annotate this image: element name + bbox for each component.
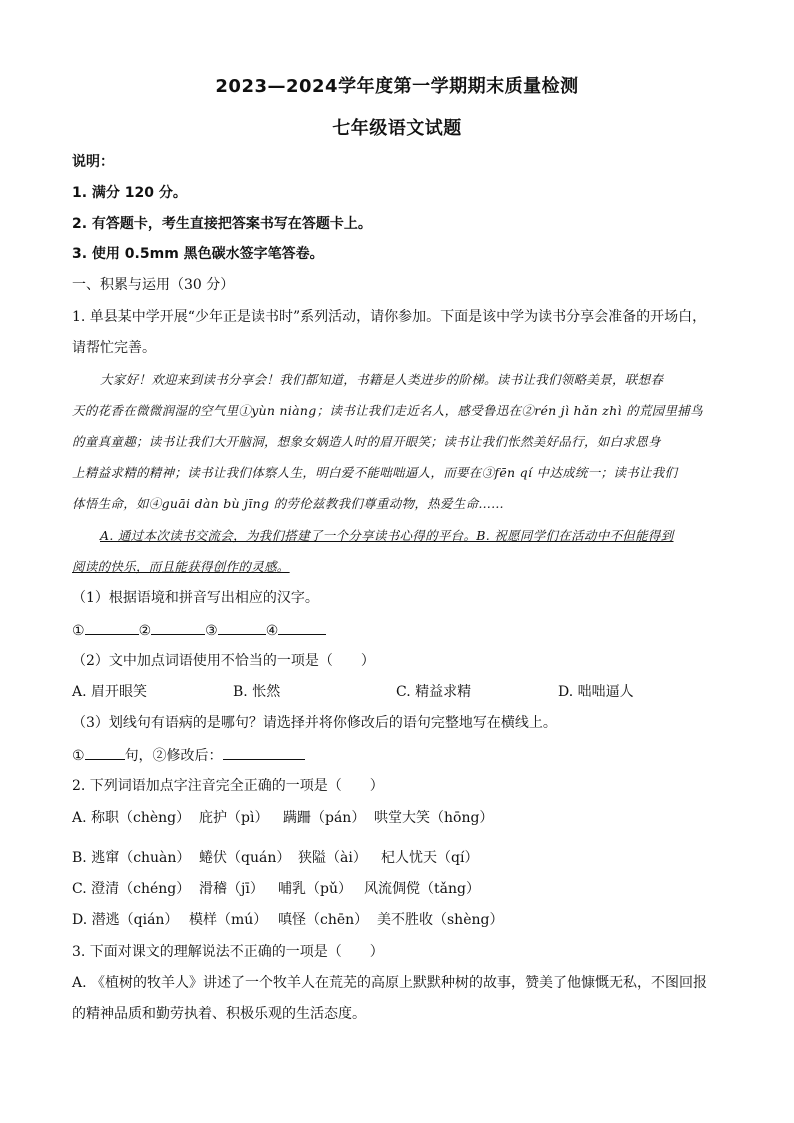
- choice-option-a[interactable]: A. 称职（chèng）: [72, 810, 191, 826]
- answer-row: [72, 745, 722, 766]
- question-stem: 1. 单县某中学开展“少年正是读书时”系列活动，请你参加。下面是该中学为读书分享会准备的开场白，: [72, 309, 707, 325]
- choice-term: 风流倜傥（tǎng）: [364, 881, 480, 897]
- passage-line: 大家好！欢迎来到读书分享会！我们都知道，书籍是人类进步的阶梯。读书让我们领略美景，联想春: [100, 372, 664, 387]
- choice-term: 杞人忧天（qí）: [381, 850, 479, 866]
- choice-term: 哺乳（pǔ）: [278, 881, 352, 897]
- choice-option-c[interactable]: C. 澄清（chéng）: [72, 881, 191, 897]
- note-item: 1. 满分 120 分。: [72, 185, 187, 201]
- section-heading: 一、积累与运用（30 分）: [72, 277, 235, 293]
- blank-label: ①: [72, 623, 85, 639]
- choice-option-a[interactable]: A. 《植树的牧羊人》讲述了一个牧羊人在荒芜的高原上默默种树的故事，赞美了他慷慨无私，不图回报: [72, 975, 708, 991]
- underlined-sentence: 阅读的快乐，而且能获得创作的灵感。: [72, 559, 290, 574]
- choice-option-d[interactable]: D. 潜逃（qián）: [72, 912, 179, 928]
- blank-label: ②: [138, 623, 152, 639]
- blank-row: [72, 620, 722, 641]
- choice-option-b[interactable]: B. 逃窜（chuàn）: [72, 850, 191, 866]
- choice-term: 庇护（pì）: [199, 810, 269, 826]
- choice-term: 蜷伏（quán）: [199, 850, 291, 866]
- choice-option[interactable]: C. 精益求精: [396, 684, 472, 700]
- answer-blank[interactable]: [218, 620, 266, 635]
- underlined-sentence: A. 通过本次读书交流会，为我们搭建了一个分享读书心得的平台。B. 祝愿同学们在活动中不但能得到: [100, 528, 674, 543]
- choice-term: 美不胜收（shèng）: [377, 912, 504, 928]
- sub-question: （1）根据语境和拼音写出相应的汉字。: [72, 590, 319, 606]
- choice-term: 蹒跚（pán）: [283, 810, 366, 826]
- passage-line: 天的花香在微微润湿的空气里①yùn niàng；读书让我们走近名人，感受鲁迅在②rén jì hǎn zhì 的荒园里捕鸟: [72, 403, 703, 418]
- choice-option[interactable]: A. 眉开眼笑: [72, 684, 148, 700]
- answer-blank[interactable]: [223, 745, 305, 760]
- choice-term: 狭隘（ài）: [298, 850, 367, 866]
- choice-term: 滑稽（jī）: [199, 881, 264, 897]
- notes-heading: 说明：: [72, 154, 114, 170]
- question-stem: 3. 下面对课文的理解说法不正确的一项是（ ）: [72, 944, 384, 960]
- blank-label: 句，②修改后：: [124, 748, 223, 764]
- answer-blank[interactable]: [85, 745, 125, 760]
- note-item: 3. 使用 0.5mm 黑色碳水签字笔答卷。: [72, 246, 324, 262]
- choice-option-continued: 的精神品质和勤劳执着、积极乐观的生活态度。: [72, 1006, 366, 1022]
- choice-option[interactable]: B. 怅然: [233, 684, 281, 700]
- blank-label: ③: [205, 623, 218, 639]
- passage-line: 上精益求精的精神；读书让我们体察人生，明白爱不能咄咄逼人，而要在③fēn qí 中达成统一；读书让我们: [72, 465, 678, 480]
- sub-question: （2）文中加点词语使用不恰当的一项是（ ）: [72, 653, 375, 669]
- answer-blank[interactable]: [278, 620, 326, 635]
- answer-blank[interactable]: [85, 620, 139, 635]
- passage-line: 的童真童趣；读书让我们大开脑洞，想象女娲造人时的眉开眼笑；读书让我们怅然美好品行，如白求恩身: [72, 434, 661, 449]
- blank-label: ①: [72, 748, 85, 764]
- question-stem: 2. 下列词语加点字注音完全正确的一项是（ ）: [72, 778, 384, 794]
- exam-title: 2023—2024学年度第一学期期末质量检测: [215, 76, 579, 97]
- choice-term: 模样（mú）: [189, 912, 268, 928]
- passage-line: 体悟生命，如④guāi dàn bù jīng 的劳伦兹教我们尊重动物，热爱生命……: [72, 496, 504, 511]
- note-item: 2. 有答题卡，考生直接把答案书写在答题卡上。: [72, 216, 372, 232]
- answer-blank[interactable]: [151, 620, 205, 635]
- choice-term: 哄堂大笑（hōng）: [374, 810, 494, 826]
- sub-question: （3）划线句有语病的是哪句？请选择并将你修改后的语句完整地写在横线上。: [72, 715, 557, 731]
- exam-subtitle: 七年级语文试题: [332, 118, 462, 139]
- choice-term: 嗔怪（chēn）: [278, 912, 369, 928]
- blank-label: ④: [265, 623, 279, 639]
- question-stem: 请帮忙完善。: [72, 340, 156, 356]
- choice-option[interactable]: D. 咄咄逼人: [558, 684, 634, 700]
